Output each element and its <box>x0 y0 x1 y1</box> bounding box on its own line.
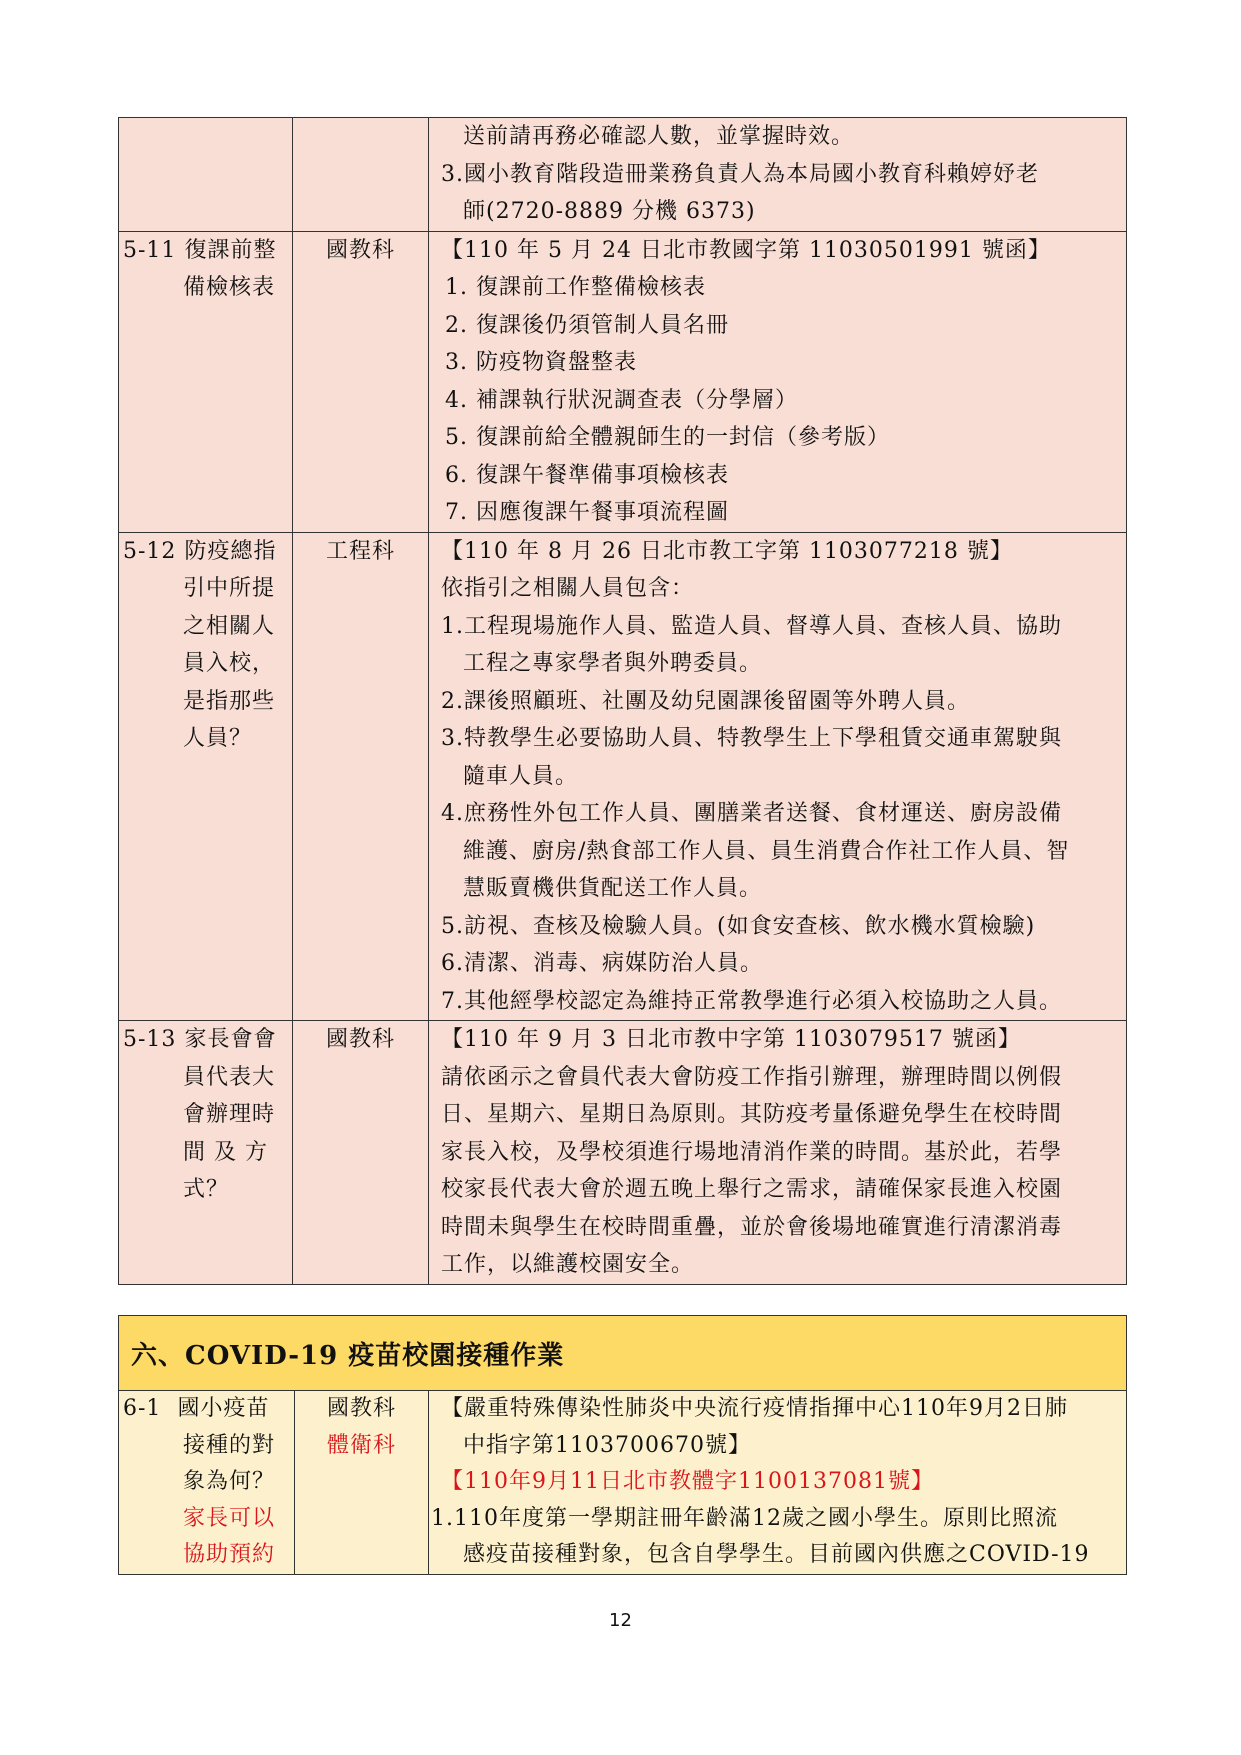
question-id: 6-1 <box>123 1396 162 1421</box>
content-line: 校家長代表大會於週五晚上舉行之需求，請確保家長進入校園 <box>441 1177 1063 1202</box>
content-line: 2.課後照顧班、社團及幼兒園課後留園等外聘人員。 <box>441 688 970 714</box>
dept-label: 國教科 <box>325 1027 395 1052</box>
content-line: 依指引之相關人員包含： <box>441 576 695 601</box>
row-content-cell <box>429 1021 1127 1285</box>
table-row <box>119 532 1127 1021</box>
question-line: 是指那些 <box>183 688 276 714</box>
row-dept-cell <box>293 118 429 232</box>
page-number: 12 <box>609 1610 632 1631</box>
content-line: 【110 年 8 月 26 日北市教工字第 1103077218 號】 <box>441 538 1013 564</box>
question-line: 象為何？ <box>183 1469 276 1494</box>
row-content-cell <box>429 118 1127 232</box>
content-line-highlight: 【110年9月11日北市教體字1100137081號】 <box>441 1469 934 1494</box>
faq-table-section6 <box>118 1315 1126 1575</box>
row-question-cell <box>119 532 293 1021</box>
row-question-cell <box>119 231 293 532</box>
question-line-highlight: 協助預約 <box>183 1542 276 1567</box>
row-question-cell <box>119 1391 295 1575</box>
question-id: 5-13 <box>123 1027 177 1052</box>
row-dept-cell <box>293 532 429 1021</box>
dept-label: 國教科 <box>326 1396 396 1421</box>
question-first-line <box>119 1391 294 1428</box>
content-line: 慧販賣機供貨配送工作人員。 <box>463 876 763 901</box>
content-line: 1.工程現場施作人員、監造人員、督導人員、查核人員、協助 <box>441 613 1062 639</box>
question-first-line <box>119 533 292 571</box>
dept-label-highlight: 體衛科 <box>326 1432 396 1458</box>
row-question-cell <box>119 118 293 232</box>
question-line: 引中所提 <box>183 576 276 601</box>
content-line: 師(2720-8889 分機 6373) <box>463 199 756 224</box>
question-line: 復課前整 <box>184 237 277 263</box>
content-line: 【嚴重特殊傳染性肺炎中央流行疫情指揮中心110年9月2日肺 <box>441 1396 1068 1421</box>
question-line: 防疫總指 <box>184 538 277 564</box>
content-line: 2. 復課後仍須管制人員名冊 <box>445 312 729 338</box>
question-line: 間 及 方 <box>183 1139 268 1165</box>
content-line: 3. 防疫物資盤整表 <box>445 350 637 375</box>
content-line: 5.訪視、查核及檢驗人員。(如食安查核、飲水機水質檢驗) <box>441 913 1036 939</box>
question-line: 家長會會 <box>184 1027 277 1052</box>
content-line: 5. 復課前給全體親師生的一封信（參考版） <box>445 425 890 450</box>
content-line: 3.特教學生必要協助人員、特教學生上下學租賃交通車駕駛與 <box>441 726 1062 751</box>
question-line: 人員？ <box>183 726 253 751</box>
content-line: 3.國小教育階段造冊業務負責人為本局國小教育科賴婷妤老 <box>441 161 1039 187</box>
content-line: 維護、廚房/熱食部工作人員、員生消費合作社工作人員、智 <box>463 838 1070 864</box>
question-line: 接種的對 <box>183 1432 276 1458</box>
content-line: 1.110年度第一學期註冊年齡滿12歲之國小學生。原則比照流 <box>431 1505 1058 1531</box>
question-id: 5-12 <box>123 538 177 564</box>
content-line: 6. 復課午餐準備事項檢核表 <box>445 462 729 488</box>
content-line: 4. 補課執行狀況調查表（分學層） <box>445 387 798 413</box>
content-line: 工作，以維護校園安全。 <box>441 1252 695 1277</box>
question-first-line <box>119 232 292 270</box>
section-header-row <box>119 1316 1127 1391</box>
row-dept-cell <box>295 1391 429 1575</box>
table-row <box>119 1021 1127 1285</box>
content-line: 6.清潔、消毒、病媒防治人員。 <box>441 951 763 976</box>
section-title: 六、COVID-19 疫苗校園接種作業 <box>119 1316 1127 1391</box>
dept-label: 國教科 <box>325 237 395 263</box>
content-line: 日、星期六、星期日為原則。其防疫考量係避免學生在校時間 <box>441 1102 1063 1127</box>
table-row <box>119 1391 1127 1575</box>
question-line: 員代表大 <box>183 1064 276 1090</box>
question-first-line <box>119 1021 292 1059</box>
content-line: 【110 年 9 月 3 日北市教中字第 1103079517 號函】 <box>441 1027 1021 1052</box>
row-dept-cell <box>293 1021 429 1285</box>
question-line: 國小疫苗 <box>177 1396 270 1421</box>
dept-label: 工程科 <box>325 538 395 564</box>
content-line: 送前請再務必確認人數，並掌握時效。 <box>463 124 855 149</box>
row-content-cell <box>429 532 1127 1021</box>
question-id: 5-11 <box>123 237 177 263</box>
content-line: 4.庶務性外包工作人員、團膳業者送餐、食材運送、廚房設備 <box>441 801 1062 826</box>
faq-table-section5 <box>118 117 1126 1285</box>
row-dept-cell <box>293 231 429 532</box>
content-line: 隨車人員。 <box>463 763 579 789</box>
content-line: 工程之專家學者與外聘委員。 <box>463 651 763 676</box>
content-line: 家長入校，及學校須進行場地清消作業的時間。基於此，若學 <box>441 1139 1063 1165</box>
content-line: 感疫苗接種對象，包含自學學生。目前國內供應之COVID-19 <box>463 1542 1090 1567</box>
content-line: 7.其他經學校認定為維持正常教學進行必須入校協助之人員。 <box>441 988 1062 1014</box>
content-line: 中指字第1103700670號】 <box>463 1432 751 1458</box>
question-line-highlight: 家長可以 <box>183 1505 276 1531</box>
question-line: 會辦理時 <box>183 1102 276 1127</box>
content-line: 1. 復課前工作整備檢核表 <box>445 275 706 300</box>
question-line: 員入校， <box>183 651 276 676</box>
content-line: 時間未與學生在校時間重疊，並於會後場地確實進行清潔消毒 <box>441 1214 1063 1240</box>
table-row <box>119 118 1127 232</box>
content-line: 【110 年 5 月 24 日北市教國字第 11030501991 號函】 <box>441 237 1051 263</box>
content-line: 請依函示之會員代表大會防疫工作指引辦理，辦理時間以例假 <box>441 1064 1063 1090</box>
question-line: 式？ <box>183 1177 230 1202</box>
question-line: 備檢核表 <box>183 275 276 300</box>
question-line: 之相關人 <box>183 613 276 639</box>
row-question-cell <box>119 1021 293 1285</box>
content-line: 7. 因應復課午餐事項流程圖 <box>445 500 729 525</box>
row-content-cell <box>429 231 1127 532</box>
row-content-cell <box>429 1391 1127 1575</box>
table-row <box>119 231 1127 532</box>
